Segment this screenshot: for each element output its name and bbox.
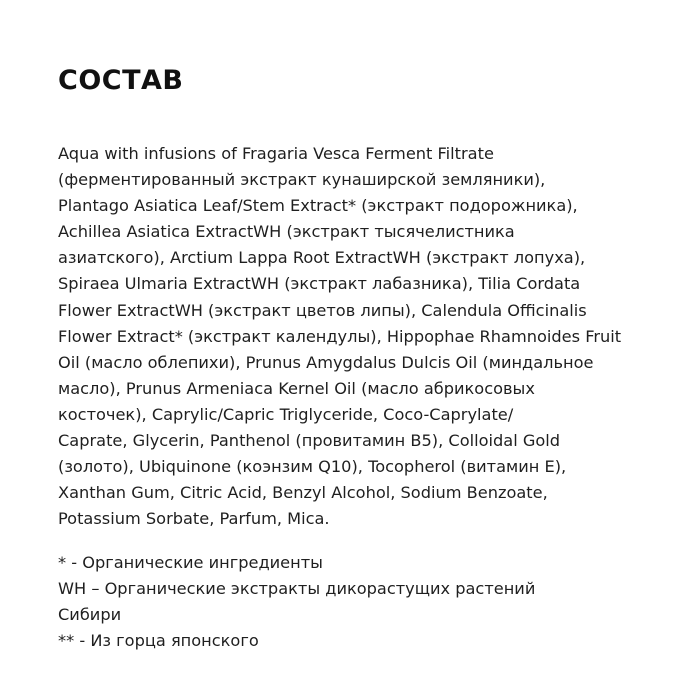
footnote-organic: * - Органические ингредиенты: [58, 553, 323, 572]
footnote-wild-harvested-continued: Сибири: [58, 605, 122, 625]
ingredients-line: Caprate, Glycerin, Panthenol (провитамин B5), Colloidal Gold: [58, 431, 561, 451]
ingredients-line: Oil (масло облепихи), Prunus Amygdalus Dulcis Oil (миндальное: [58, 352, 594, 372]
ingredients-line: косточек), Caprylic/Capric Triglyceride, Coco-Caprylate/: [58, 404, 514, 424]
ingredients-list: [58, 141, 658, 532]
ingredients-line: масло), Prunus Armeniaca Kernel Oil (масло абрикосовых: [58, 378, 535, 398]
ingredients-line: Spiraea Ulmaria ExtractWH (экстракт лабазника), Tilia Cordata: [58, 274, 581, 294]
footnote-wild-harvested: WH – Органические экстракты дикорастущих растений: [58, 579, 536, 599]
ingredients-line: Aqua with infusions of Fragaria Vesca Ferment Filtrate: [58, 144, 494, 163]
footnotes: [58, 550, 658, 654]
page-title: СОСТАВ: [58, 65, 184, 96]
ingredients-line: Flower Extract* (экстракт календулы), Hippophae Rhamnoides Fruit: [58, 326, 622, 346]
ingredients-line: (золото), Ubiquinone (коэнзим Q10), Tocopherol (витамин E),: [58, 457, 567, 477]
ingredients-line: Achillea Asiatica ExtractWH (экстракт тысячелистника: [58, 222, 515, 242]
ingredients-line: Potassium Sorbate, Parfum, Mica.: [58, 509, 330, 529]
ingredients-line: азиатского), Arctium Lappa Root ExtractWH (экстракт лопуха),: [58, 248, 586, 268]
ingredients-line: (ферментированный экстракт кунаширской земляники),: [58, 170, 546, 190]
ingredients-line: Plantago Asiatica Leaf/Stem Extract* (экстракт подорожника),: [58, 196, 578, 216]
ingredients-line: Flower ExtractWH (экстракт цветов липы), Calendula Officinalis: [58, 300, 587, 320]
ingredients-line: Xanthan Gum, Citric Acid, Benzyl Alcohol, Sodium Benzoate,: [58, 483, 548, 503]
footnote-japanese-knotweed: ** - Из горца японского: [58, 631, 259, 651]
